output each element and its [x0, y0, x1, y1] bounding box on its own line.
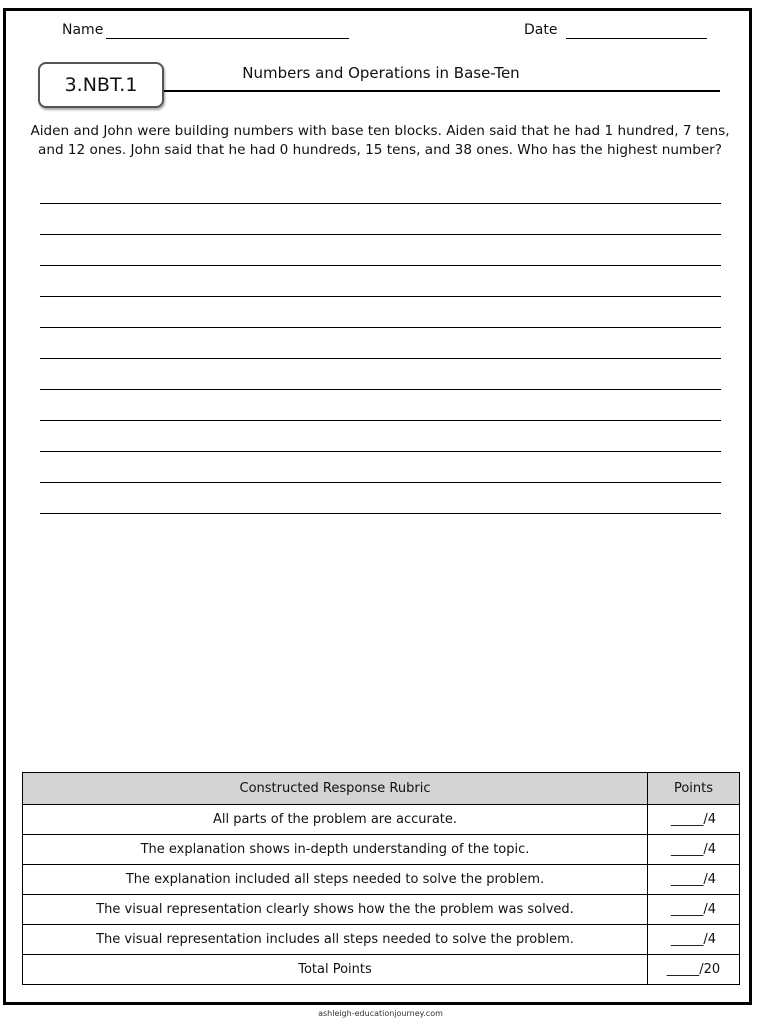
answer-line[interactable] [40, 327, 721, 328]
answer-line[interactable] [40, 513, 721, 514]
rubric-points[interactable]: _____/4 [648, 925, 740, 955]
worksheet-title: Numbers and Operations in Base-Ten [242, 64, 520, 82]
rubric-row [23, 805, 740, 835]
rubric-header-row [23, 773, 740, 805]
rubric-criterion: The visual representation includes all steps needed to solve the problem. [23, 925, 648, 955]
rubric-total-row [23, 955, 740, 985]
rubric-points[interactable]: _____/4 [648, 865, 740, 895]
rubric-total-points[interactable]: _____/20 [648, 955, 740, 985]
answer-line[interactable] [40, 482, 721, 483]
rubric-row [23, 895, 740, 925]
name-field[interactable] [106, 38, 349, 39]
answer-line[interactable] [40, 296, 721, 297]
answer-line[interactable] [40, 358, 721, 359]
title-underline [164, 90, 720, 92]
name-label: Name [62, 22, 104, 38]
footer-credit: ashleigh-educationjourney.com [318, 1009, 443, 1018]
rubric-criterion: The explanation shows in-depth understanding of the topic. [23, 835, 648, 865]
rubric-points[interactable]: _____/4 [648, 895, 740, 925]
standard-code: 3.NBT.1 [64, 74, 138, 96]
rubric-criterion: All parts of the problem are accurate. [23, 805, 648, 835]
rubric-criterion: The visual representation clearly shows how the the problem was solved. [23, 895, 648, 925]
rubric-row [23, 835, 740, 865]
date-label: Date [524, 22, 558, 38]
date-field[interactable] [566, 38, 707, 39]
rubric-header-criteria: Constructed Response Rubric [23, 773, 648, 805]
rubric-row [23, 865, 740, 895]
answer-line[interactable] [40, 451, 721, 452]
answer-line[interactable] [40, 420, 721, 421]
answer-line[interactable] [40, 265, 721, 266]
standard-badge [38, 62, 164, 108]
answer-line[interactable] [40, 234, 721, 235]
rubric-criterion: The explanation included all steps needed to solve the problem. [23, 865, 648, 895]
rubric-header-points: Points [648, 773, 740, 805]
problem-prompt: Aiden and John were building numbers with base ten blocks. Aiden said that he had 1 hundred, 7 tens, and 12 ones. John said that he had 0 hundreds, 15 tens, and 38 ones. Who has the highest number? [30, 123, 730, 158]
rubric-table [22, 772, 740, 985]
rubric-points[interactable]: _____/4 [648, 805, 740, 835]
rubric-points[interactable]: _____/4 [648, 835, 740, 865]
answer-line[interactable] [40, 389, 721, 390]
rubric-total-label: Total Points [23, 955, 648, 985]
rubric-row [23, 925, 740, 955]
answer-line[interactable] [40, 203, 721, 204]
